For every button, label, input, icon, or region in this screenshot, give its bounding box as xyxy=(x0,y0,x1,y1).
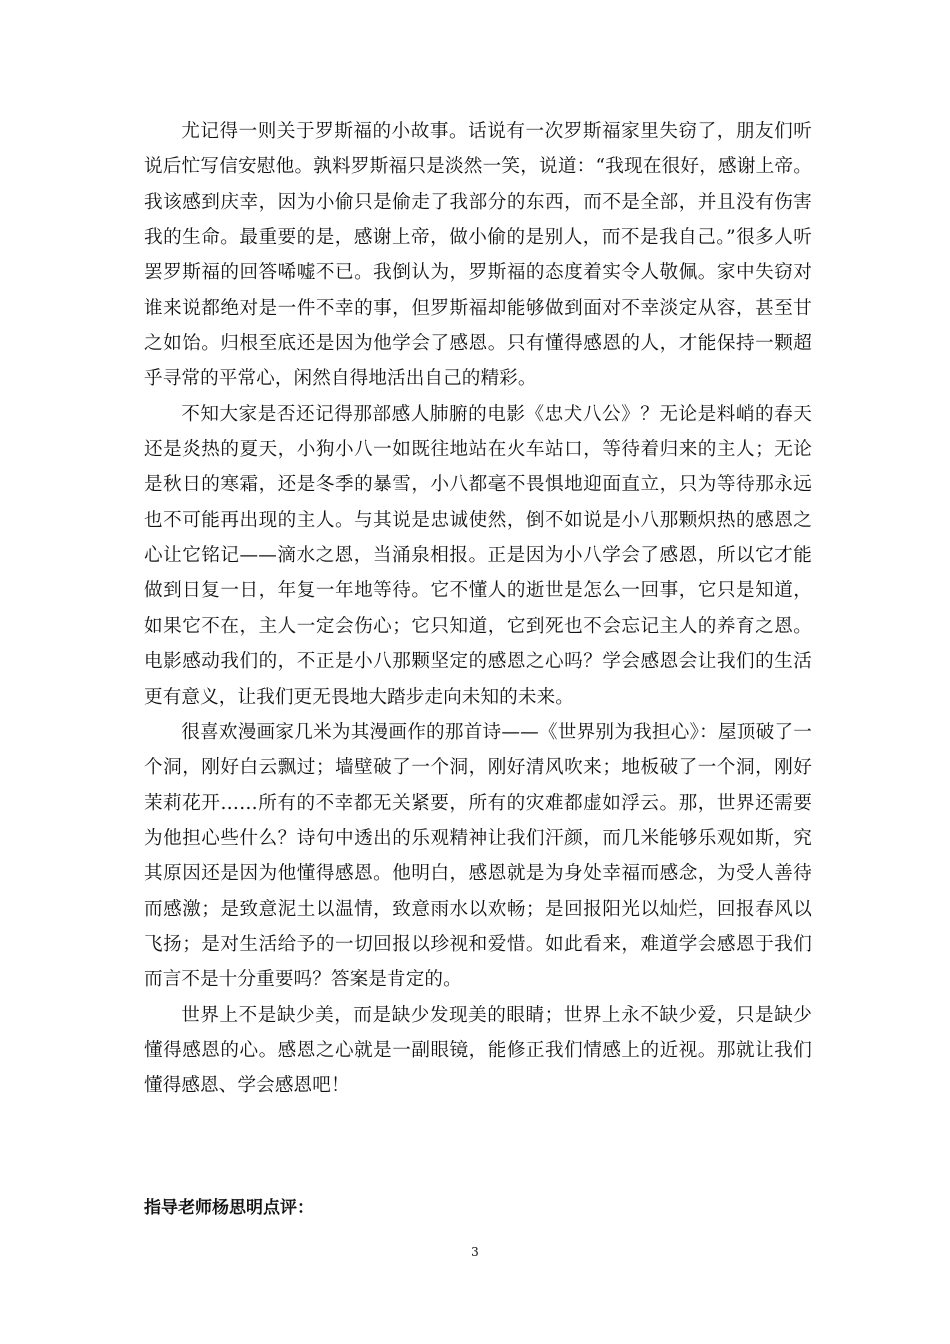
essay-body xyxy=(144,114,812,1104)
paragraph-roosevelt: 尤记得一则关于罗斯福的小故事。话说有一次罗斯福家里失窃了，朋友们听说后忙写信安慰他。孰料罗斯福只是淡然一笑，说道：“我现在很好，感谢上帝。我该感到庆幸，因为小偷只是偷走了我部分的东西，而不是全部，并且没有伤害我的生命。最重要的是，感谢上帝，做小偷的是别人，而不是我自己。”很多人听罢罗斯福的回答唏嘘不已。我倒认为，罗斯福的态度着实令人敬佩。家中失窃对谁来说都绝对是一件不幸的事，但罗斯福却能够做到面对不幸淡定从容，甚至甘之如饴。归根至底还是因为他学会了感恩。只有懂得感恩的人，才能保持一颗超乎寻常的平常心，闲然自得地活出自己的精彩。 xyxy=(144,121,812,390)
page-number: 3 xyxy=(471,1245,479,1259)
reviewer-heading: 指导老师杨思明点评： xyxy=(144,1198,314,1218)
paragraph-jimmy-poem: 很喜欢漫画家几米为其漫画作的那首诗——《世界别为我担心》：屋顶破了一个洞，刚好白云飘过；墙壁破了一个洞，刚好清风吹来；地板破了一个洞，刚好茉莉花开……所有的不幸都无关紧要，所有的灾难都虚如浮云。那，世界还需要为他担心些什么？诗句中透出的乐观精神让我们汗颜，而几米能够乐观如斯，究其原因还是因为他懂得感恩。他明白，感恩就是为身处幸福而感念，为受人善待而感激；是致意泥土以温情，致意雨水以欢畅；是回报阳光以灿烂，回报春风以飞扬；是对生活给予的一切回报以珍视和爱惜。如此看来，难道学会感恩于我们而言不是十分重要吗？答案是肯定的。 xyxy=(144,721,812,991)
paragraph-conclusion: 世界上不是缺少美，而是缺少发现美的眼睛；世界上永不缺少爱，只是缺少懂得感恩的心。感恩之心就是一副眼镜，能修正我们情感上的近视。那就让我们懂得感恩、学会感恩吧！ xyxy=(144,1004,812,1097)
paragraph-hachiko: 不知大家是否还记得那部感人肺腑的电影《忠犬八公》？无论是料峭的春天还是炎热的夏天，小狗小八一如既往地站在火车站口，等待着归来的主人；无论是秋日的寒霜，还是冬季的暴雪，小八都毫不畏惧地迎面直立，只为等待那永远也不可能再出现的主人。与其说是忠诚使然，倒不如说是小八那颗炽热的感恩之心让它铭记——滴水之恩，当涌泉相报。正是因为小八学会了感恩，所以它才能做到日复一日，年复一年地等待。它不懂人的逝世是怎么一回事，它只是知道，如果它不在，主人一定会伤心；它只知道，它到死也不会忘记主人的养育之恩。电影感动我们的，不正是小八那颗坚定的感恩之心吗？学会感恩会让我们的生活更有意义，让我们更无畏地大踏步走向未知的未来。 xyxy=(144,403,812,708)
